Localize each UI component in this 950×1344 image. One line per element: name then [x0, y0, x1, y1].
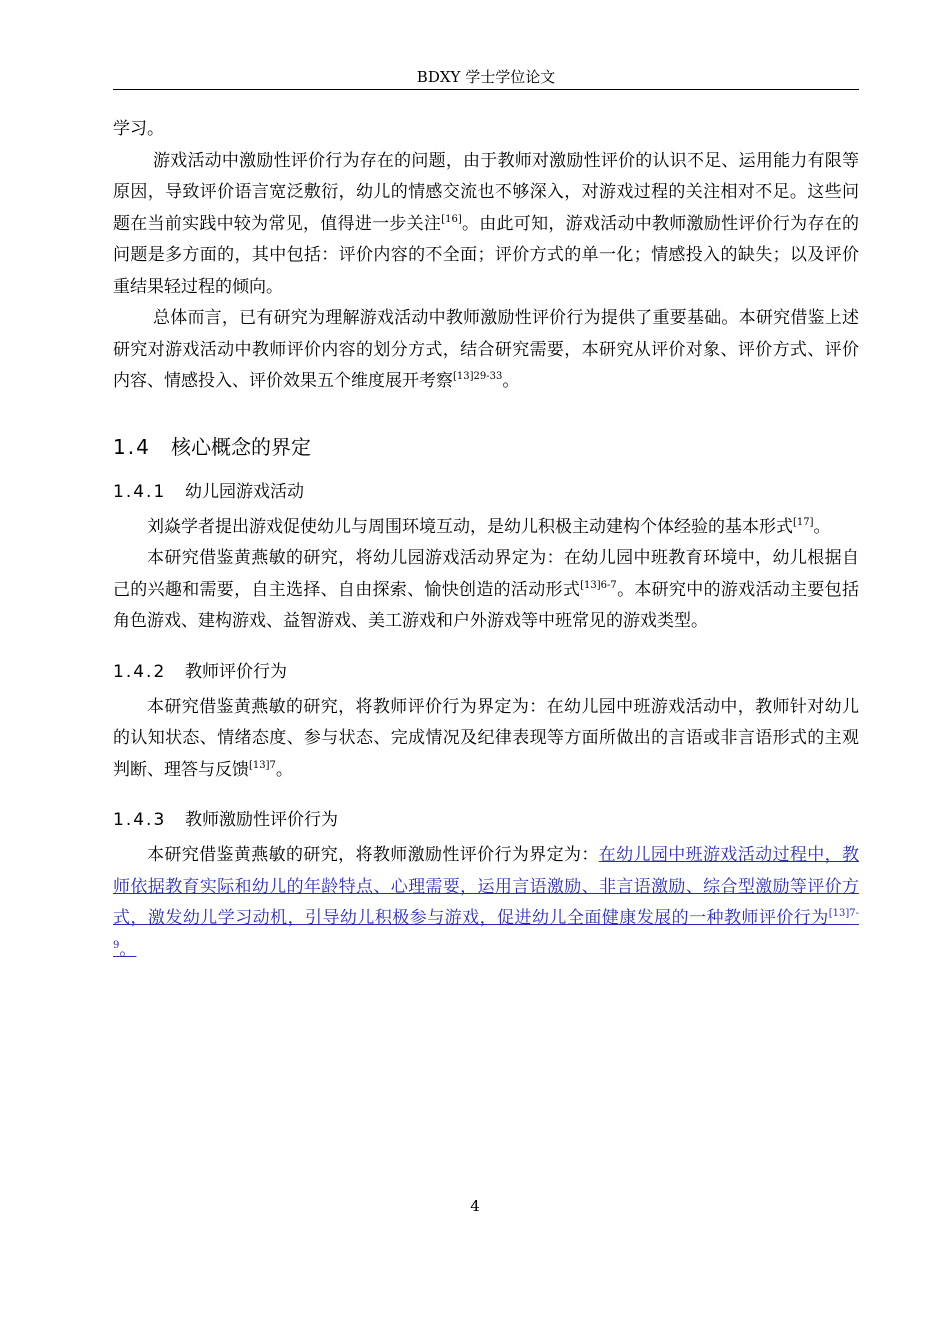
paragraph: 学习。: [113, 119, 164, 139]
section-heading: 1.4 核心概念的界定: [113, 434, 311, 459]
subsection-heading: 1.4.1 幼儿园游戏活动: [113, 481, 304, 502]
paragraph: 本研究借鉴黄燕敏的研究，将教师评价行为界定为：在幼儿园中班游戏活动中，教师针对幼儿的认知状态、情绪态度、参与状态、完成情况及纪律表现等方面所做出的言语或非言语形式的主观判断、理答与反馈$^{[13]7}$。: [113, 696, 859, 780]
paragraph: 本研究借鉴黄燕敏的研究，将教师激励性评价行为界定为：在幼儿园中班游戏活动过程中，教师依据教育实际和幼儿的年龄特点、心理需要，运用言语激励、非言语激励、综合型激励等评价方式，激发幼儿学习动机，引导幼儿积极参与游戏，促进幼儿全面健康发展的一种教师评价行为$^{[13]7-9}$。: [113, 845, 859, 960]
citation: [16]: [441, 213, 462, 225]
paragraph: 刘焱学者提出游戏促使幼儿与周围环境互动，是幼儿积极主动建构个体经验的基本形式[17]。: [147, 516, 831, 537]
citation: [13]29-33: [453, 371, 503, 382]
page-body: [113, 114, 859, 966]
paragraph: 总体而言，已有研究为理解游戏活动中教师激励性评价行为提供了重要基础。本研究借鉴上述研究对游戏活动中教师评价内容的划分方式，结合研究需要，本研究从评价对象、评价方式、评价内容、情感投入、评价效果五个维度展开考察$^{[13]29-33}$。: [113, 308, 859, 391]
subsection-heading: 1.4.2 教师评价行为: [113, 661, 287, 682]
definition-link[interactable]: 在幼儿园中班游戏活动过程中，教师依据教育实际和幼儿的年龄特点、心理需要，运用言语激励、非言语激励、综合型激励等评价方式，激发幼儿学习动机，引导幼儿积极参与游戏，促进幼儿全面健康发展的一种教师评价行为$^{[13]7-9}$。: [113, 845, 859, 960]
paragraph: 本研究借鉴黄燕敏的研究，将幼儿园游戏活动界定为：在幼儿园中班教育环境中，幼儿根据自己的兴趣和需要，自主选择、自由探索、愉快创造的活动形式$^{[13]6-7}$。本研究中的游戏活动主要包括角色游戏、建构游戏、益智游戏、美工游戏和户外游戏等中班常见的游戏类型。: [113, 548, 860, 631]
header-rule: [113, 89, 859, 90]
citation: [13]6-7: [580, 579, 617, 591]
citation: [13]7-9: [113, 908, 859, 951]
subsection-heading: 1.4.3 教师激励性评价行为: [113, 810, 338, 830]
page-number: 4: [470, 1197, 480, 1215]
citation: [13]7: [249, 759, 276, 771]
citation: [17]: [793, 516, 814, 528]
running-header: BDXY 学士学位论文: [416, 68, 556, 86]
paragraph: 游戏活动中激励性评价行为存在的问题，由于教师对激励性评价的认识不足、运用能力有限等原因，导致评价语言宽泛敷衍，幼儿的情感交流也不够深入，对游戏过程的关注相对不足。这些问题在当前实践中较为常见，值得进一步关注[16]。由此可知，游戏活动中教师激励性评价行为存在的问题是多方面的，其中包括：评价内容的不全面；评价方式的单一化；情感投入的缺失；以及评价重结果轻过程的倾向。: [113, 150, 859, 297]
